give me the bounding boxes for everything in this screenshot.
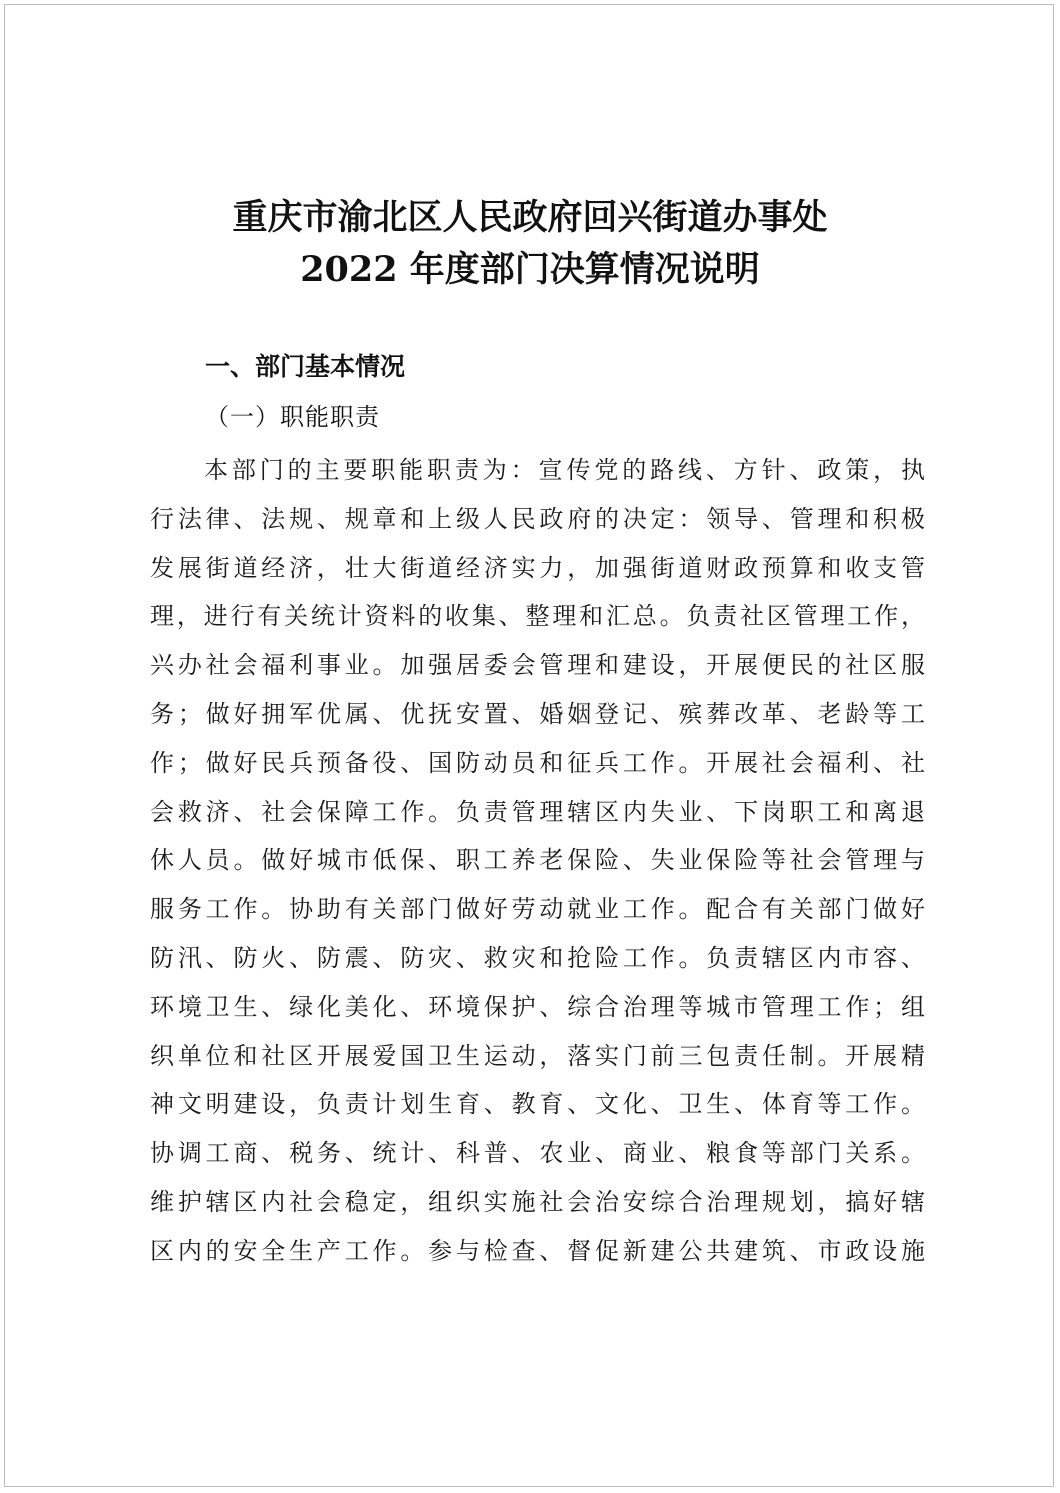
body-line: 会救济、社会保障工作。负责管理辖区内失业、下岗职工和离退: [150, 797, 925, 826]
body-line: 行法律、法规、规章和上级人民政府的决定：领导、管理和积极: [150, 504, 925, 533]
body-line: 发展街道经济，壮大街道经济实力，加强街道财政预算和收支管: [150, 553, 925, 582]
body-line: 本部门的主要职能职责为：宣传党的路线、方针、政策，执: [204, 456, 925, 484]
body-line: 务；做好拥军优属、优抚安置、婚姻登记、殡葬改革、老龄等工: [150, 699, 925, 728]
title-line-1: 重庆市渝北区人民政府回兴街道办事处: [232, 197, 828, 238]
body-line: 区内的安全生产工作。参与检查、督促新建公共建筑、市政设施: [150, 1236, 925, 1265]
title-line-2: 2022 年度部门决算情况说明: [300, 249, 760, 290]
body-line: 作；做好民兵预备役、国防动员和征兵工作。开展社会福利、社: [150, 748, 925, 777]
body-line: 神文明建设，负责计划生育、教育、文化、卫生、体育等工作。: [150, 1090, 925, 1119]
body-line: 兴办社会福利事业。加强居委会管理和建设，开展便民的社区服: [150, 651, 925, 680]
body-paragraph: [150, 446, 925, 1276]
body-line: 防汛、防火、防震、防灾、救灾和抢险工作。负责辖区内市容、: [150, 943, 925, 972]
body-line: 理，进行有关统计资料的收集、整理和汇总。负责社区管理工作，: [150, 602, 925, 631]
body-line: 织单位和社区开展爱国卫生运动，落实门前三包责任制。开展精: [150, 1041, 925, 1070]
section-heading: 一、部门基本情况: [205, 352, 406, 381]
body-line: 协调工商、税务、统计、科普、农业、商业、粮食等部门关系。: [150, 1139, 925, 1168]
body-line: 休人员。做好城市低保、职工养老保险、失业保险等社会管理与: [150, 846, 925, 875]
body-line: 环境卫生、绿化美化、环境保护、综合治理等城市管理工作；组: [150, 992, 925, 1021]
body-line: 服务工作。协助有关部门做好劳动就业工作。配合有关部门做好: [150, 895, 925, 924]
subsection-heading: （一）职能职责: [205, 403, 380, 431]
body-line: 维护辖区内社会稳定，组织实施社会治安综合治理规划，搞好辖: [150, 1187, 925, 1216]
document-title: [0, 192, 1060, 296]
